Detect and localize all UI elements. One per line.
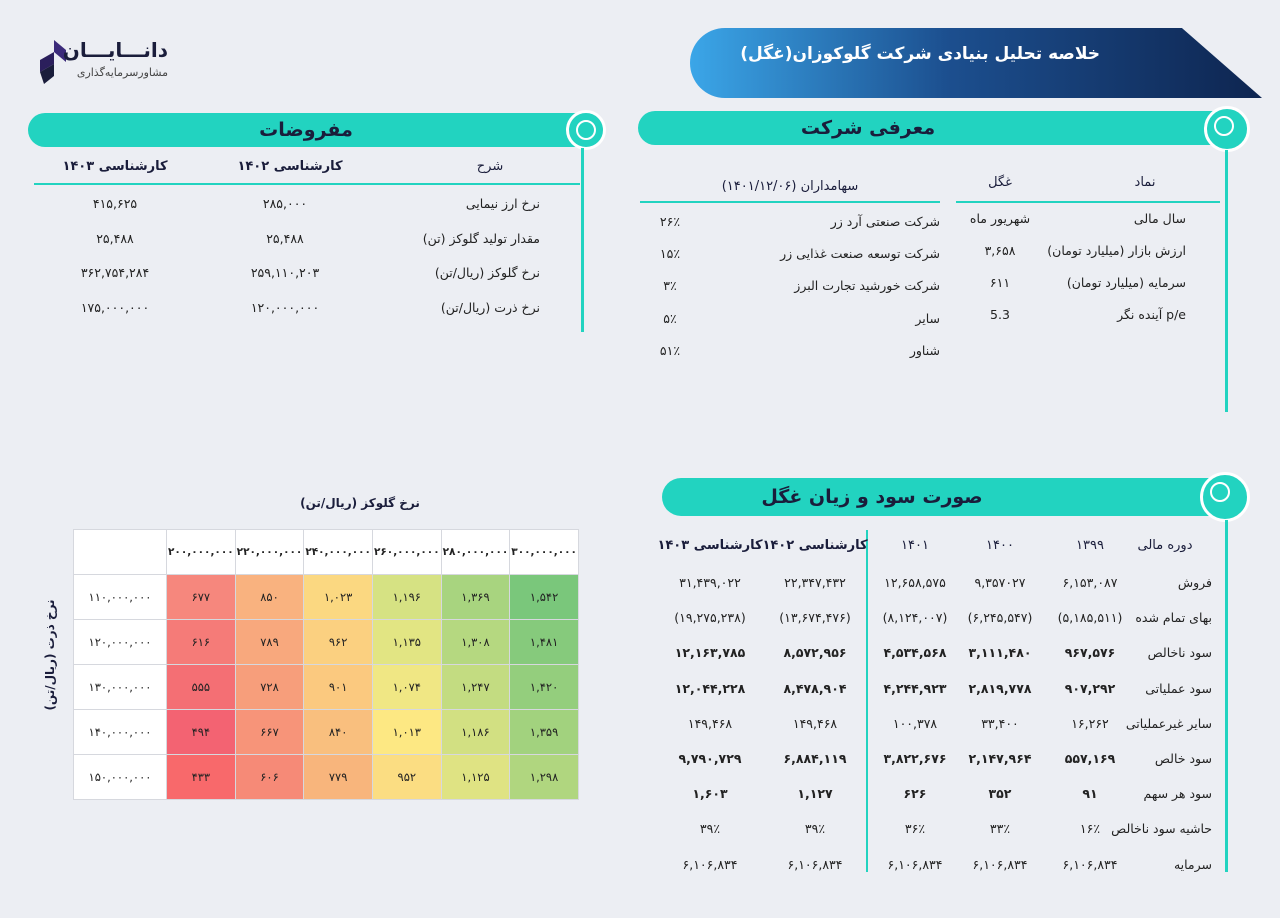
income-row-label: سود عملیاتی [1145,681,1212,696]
sensitivity-title: نرخ گلوکز (ریال/تن) [300,496,420,510]
income-row-label: سود ناخالص [1147,645,1212,660]
assumptions-header-bar [28,113,584,147]
company-info-value: 5.3 [990,307,1010,322]
sensitivity-cell: ۹۵۲ [372,755,441,800]
assumptions-header-line [34,183,580,185]
income-vertical-line [1225,520,1228,872]
sensitivity-cell: ۱,۱۸۶ [441,710,510,755]
shareholder-name: سایر [915,311,940,326]
income-cell: ۳۹٪ [699,821,721,836]
assumptions-vertical-line [581,148,584,332]
sensitivity-col-header: ۲۴۰,۰۰۰,۰۰۰ [304,530,373,575]
income-row-label: حاشیه سود ناخالص [1111,821,1212,836]
assumptions-row-1403: ۲۵,۴۸۸ [96,231,134,246]
logo-subtitle: مشاورسرمایه‌گذاری [76,66,168,79]
sensitivity-cell: ۱,۳۵۹ [510,710,579,755]
income-row-label: سود خالص [1154,751,1212,766]
income-cell: ۳۶٪ [904,821,926,836]
assumptions-row-1402: ۲۵۹,۱۱۰,۲۰۳ [250,265,320,280]
income-cell: ۲۲,۳۴۷,۴۳۲ [784,575,846,590]
income-cell: ۳۵۲ [988,786,1012,801]
sensitivity-cell: ۱,۰۲۳ [304,575,373,620]
income-cell: ۶,۱۰۶,۸۳۴ [1062,857,1118,872]
sensitivity-cell: ۶۷۷ [167,575,236,620]
income-row-label: سود هر سهم [1143,786,1212,801]
income-cell: ۱۲,۰۴۴,۲۲۸ [674,681,746,696]
assumptions-row-1403: ۳۶۲,۷۵۴,۲۸۴ [80,265,150,280]
sensitivity-cell: ۱,۰۱۳ [372,710,441,755]
shareholder-pct: ۵۱٪ [659,343,681,358]
income-cell: ۶,۱۰۶,۸۳۴ [972,857,1028,872]
income-cell: ۸,۴۷۸,۹۰۴ [783,681,847,696]
company-info-label: p/e آینده نگر [1117,307,1186,322]
income-cell: ۳۹٪ [804,821,826,836]
assumptions-row-1403: ۴۱۵,۶۲۵ [92,196,138,211]
income-cell: ۴,۲۴۴,۹۲۳ [883,681,947,696]
income-cell: ۱۴۹,۴۶۸ [792,716,838,731]
page-title: خلاصه تحلیل بنیادی شرکت گلوکوزان(غگل) [740,44,1100,64]
sensitivity-cell: ۸۴۰ [304,710,373,755]
sensitivity-col-header: ۲۲۰,۰۰۰,۰۰۰ [235,530,304,575]
sensitivity-header-row [74,530,579,575]
income-cell: ۹۰۷,۲۹۲ [1064,681,1116,696]
income-cell: ۹,۷۹۰,۷۲۹ [678,751,742,766]
sensitivity-col-header: ۳۰۰,۰۰۰,۰۰۰ [510,530,579,575]
income-cell: ۶,۱۰۶,۸۳۴ [787,857,843,872]
income-col-header: ۱۴۰۰ [986,538,1014,553]
sensitivity-row-header: ۱۵۰,۰۰۰,۰۰۰ [74,755,167,800]
sensitivity-cell: ۱,۴۲۰ [510,665,579,710]
sensitivity-row [74,620,579,665]
income-cell: ۱۶,۲۶۲ [1071,716,1109,731]
income-col-header: ۱۳۹۹ [1076,538,1104,553]
sensitivity-cell: ۷۷۹ [304,755,373,800]
income-cell: ۶,۸۸۴,۱۱۹ [783,751,847,766]
income-header-bar [662,478,1228,516]
sensitivity-cell: ۷۸۹ [235,620,304,665]
assumptions-col-1403: کارشناسی ۱۴۰۳ [62,159,168,174]
sensitivity-row-header: ۱۳۰,۰۰۰,۰۰۰ [74,665,167,710]
sensitivity-row-header: ۱۴۰,۰۰۰,۰۰۰ [74,710,167,755]
sensitivity-row-header: ۱۲۰,۰۰۰,۰۰۰ [74,620,167,665]
assumptions-row-1402: ۲۵,۴۸۸ [266,231,304,246]
assumptions-row-label: نرخ ذرت (ریال/تن) [440,300,540,315]
sensitivity-cell: ۱,۳۶۹ [441,575,510,620]
assumptions-row-label: نرخ گلوکز (ریال/تن) [434,265,540,280]
shareholders-line [640,201,940,203]
assumptions-row-1402: ۲۸۵,۰۰۰ [262,196,308,211]
company-symbol-value: غگل [988,175,1012,190]
sensitivity-cell: ۱,۱۳۵ [372,620,441,665]
sensitivity-cell: ۶۱۶ [167,620,236,665]
shareholder-pct: ۳٪ [663,278,677,293]
sensitivity-row [74,755,579,800]
income-col-header: دوره مالی [1137,538,1193,553]
income-col-header: ۱۴۰۱ [901,538,929,553]
income-cell: ۹,۳۵۷۰۲۷ [974,575,1026,590]
income-cell: ۸,۵۷۲,۹۵۶ [783,645,847,660]
sensitivity-cell: ۶۶۷ [235,710,304,755]
company-info-value: ۳,۶۵۸ [984,243,1016,258]
income-col-header: کارشناسی ۱۴۰۳ [657,538,763,553]
income-cell: ۳,۸۲۲,۶۷۶ [883,751,947,766]
company-info-label: ارزش بازار (میلیارد تومان) [1047,243,1186,258]
sensitivity-col-header: ۲۶۰,۰۰۰,۰۰۰ [372,530,441,575]
sensitivity-row-header: ۱۱۰,۰۰۰,۰۰۰ [74,575,167,620]
income-cell: (۵,۱۸۵,۵۱۱) [1057,610,1123,625]
sensitivity-cell: ۴۳۳ [167,755,236,800]
income-cell: (۶,۲۴۵,۵۴۷) [967,610,1033,625]
sensitivity-cell: ۹۰۱ [304,665,373,710]
income-cell: ۱۶٪ [1079,821,1101,836]
sensitivity-cell: ۵۵۵ [167,665,236,710]
company-ring-icon [1204,106,1250,152]
income-cell: ۱۲,۶۵۸,۵۷۵ [884,575,946,590]
income-title: صورت سود و زیان غگل [761,486,983,508]
company-symbol-label: نماد [1134,175,1156,190]
shareholder-pct: ۱۵٪ [659,246,681,261]
income-cell: ۳۳٪ [989,821,1011,836]
sensitivity-cell: ۱,۱۹۶ [372,575,441,620]
sensitivity-col-header: ۲۰۰,۰۰۰,۰۰۰ [167,530,236,575]
sensitivity-col-header: ۲۸۰,۰۰۰,۰۰۰ [441,530,510,575]
income-col-header: کارشناسی ۱۴۰۲ [762,538,868,553]
income-cell: ۱۴۹,۴۶۸ [687,716,733,731]
sensitivity-row [74,710,579,755]
income-cell: ۳,۱۱۱,۴۸۰ [968,645,1032,660]
income-row-label: سایر غیرعملیاتی [1125,716,1212,731]
sensitivity-cell: ۱,۵۴۲ [510,575,579,620]
sensitivity-cell: ۸۵۰ [235,575,304,620]
income-cell: (۸,۱۲۴,۰۰۷) [882,610,948,625]
sensitivity-cell: ۱,۱۲۵ [441,755,510,800]
shareholder-name: شرکت توسعه صنعت غذایی زر [780,246,940,261]
income-cell: ۹۶۷,۵۷۶ [1064,645,1116,660]
sensitivity-cell: ۴۹۴ [167,710,236,755]
income-cell: ۴,۵۳۴,۵۶۸ [883,645,947,660]
logo-name: دانـــایـــان [62,38,168,62]
assumptions-col-desc: شرح [476,159,504,174]
income-cell: ۳۳,۴۰۰ [981,716,1019,731]
income-row-label: بهای تمام شده [1135,610,1212,625]
shareholder-name: شناور [909,343,940,358]
sensitivity-cell: ۱,۴۸۱ [510,620,579,665]
sensitivity-row [74,665,579,710]
sensitivity-cell: ۱,۲۹۸ [510,755,579,800]
assumptions-row-1403: ۱۷۵,۰۰۰,۰۰۰ [80,300,150,315]
assumptions-title: مفروضات [259,119,353,141]
company-header-bar [638,111,1228,145]
income-cell: ۶,۱۵۳,۰۸۷ [1062,575,1118,590]
shareholder-pct: ۲۶٪ [659,214,681,229]
company-info-label: سال مالی [1133,211,1186,226]
shareholder-pct: ۵٪ [663,311,677,326]
company-info-line [956,201,1220,203]
sensitivity-row-axis-label: نرخ ذرت (ریال/تن) [43,599,57,711]
sensitivity-cell: ۷۲۸ [235,665,304,710]
income-cell: (۱۹,۲۷۵,۲۳۸) [674,610,746,625]
sensitivity-table [73,529,579,800]
sensitivity-corner [74,530,167,575]
income-cell: ۱,۱۲۷ [797,786,833,801]
income-cell: ۶۲۶ [903,786,927,801]
income-row-label: سرمایه [1173,857,1212,872]
income-cell: ۵۵۷,۱۶۹ [1064,751,1116,766]
income-cell: ۲,۸۱۹,۷۷۸ [968,681,1032,696]
income-cell: ۹۱ [1082,786,1098,801]
assumptions-row-1402: ۱۲۰,۰۰۰,۰۰۰ [250,300,320,315]
income-cell: ۱۲,۱۶۳,۷۸۵ [674,645,746,660]
income-ring-icon [1200,472,1250,522]
shareholder-name: شرکت خورشید تجارت البرز [794,278,940,293]
income-cell: ۱۰۰,۳۷۸ [892,716,938,731]
income-cell: ۳۱,۴۳۹,۰۲۲ [679,575,741,590]
sensitivity-cell: ۱,۲۴۷ [441,665,510,710]
assumptions-ring-icon [566,110,606,150]
sensitivity-cell: ۶۰۶ [235,755,304,800]
assumptions-col-1402: کارشناسی ۱۴۰۲ [237,159,343,174]
sensitivity-cell: ۹۶۲ [304,620,373,665]
shareholders-title: سهامداران (۱۴۰۱/۱۲/۰۶) [721,179,859,194]
income-cell: ۶,۱۰۶,۸۳۴ [682,857,738,872]
company-info-label: سرمایه (میلیارد تومان) [1066,275,1186,290]
sensitivity-cell: ۱,۰۷۴ [372,665,441,710]
income-cell: ۶,۱۰۶,۸۳۴ [887,857,943,872]
income-cell: (۱۳,۶۷۴,۴۷۶) [779,610,851,625]
income-cell: ۱,۶۰۳ [692,786,728,801]
company-vertical-line [1225,150,1228,412]
sensitivity-row [74,575,579,620]
company-info-value: شهریور ماه [969,211,1031,226]
company-title: معرفی شرکت [800,117,936,139]
shareholder-name: شرکت صنعتی آرد زر [830,214,940,229]
company-info-value: ۶۱۱ [989,275,1011,290]
assumptions-row-label: نرخ ارز نیمایی [465,196,540,211]
assumptions-row-label: مقدار تولید گلوکز (تن) [422,231,540,246]
sensitivity-cell: ۱,۳۰۸ [441,620,510,665]
income-row-label: فروش [1177,575,1212,590]
income-cell: ۲,۱۴۷,۹۶۴ [968,751,1032,766]
